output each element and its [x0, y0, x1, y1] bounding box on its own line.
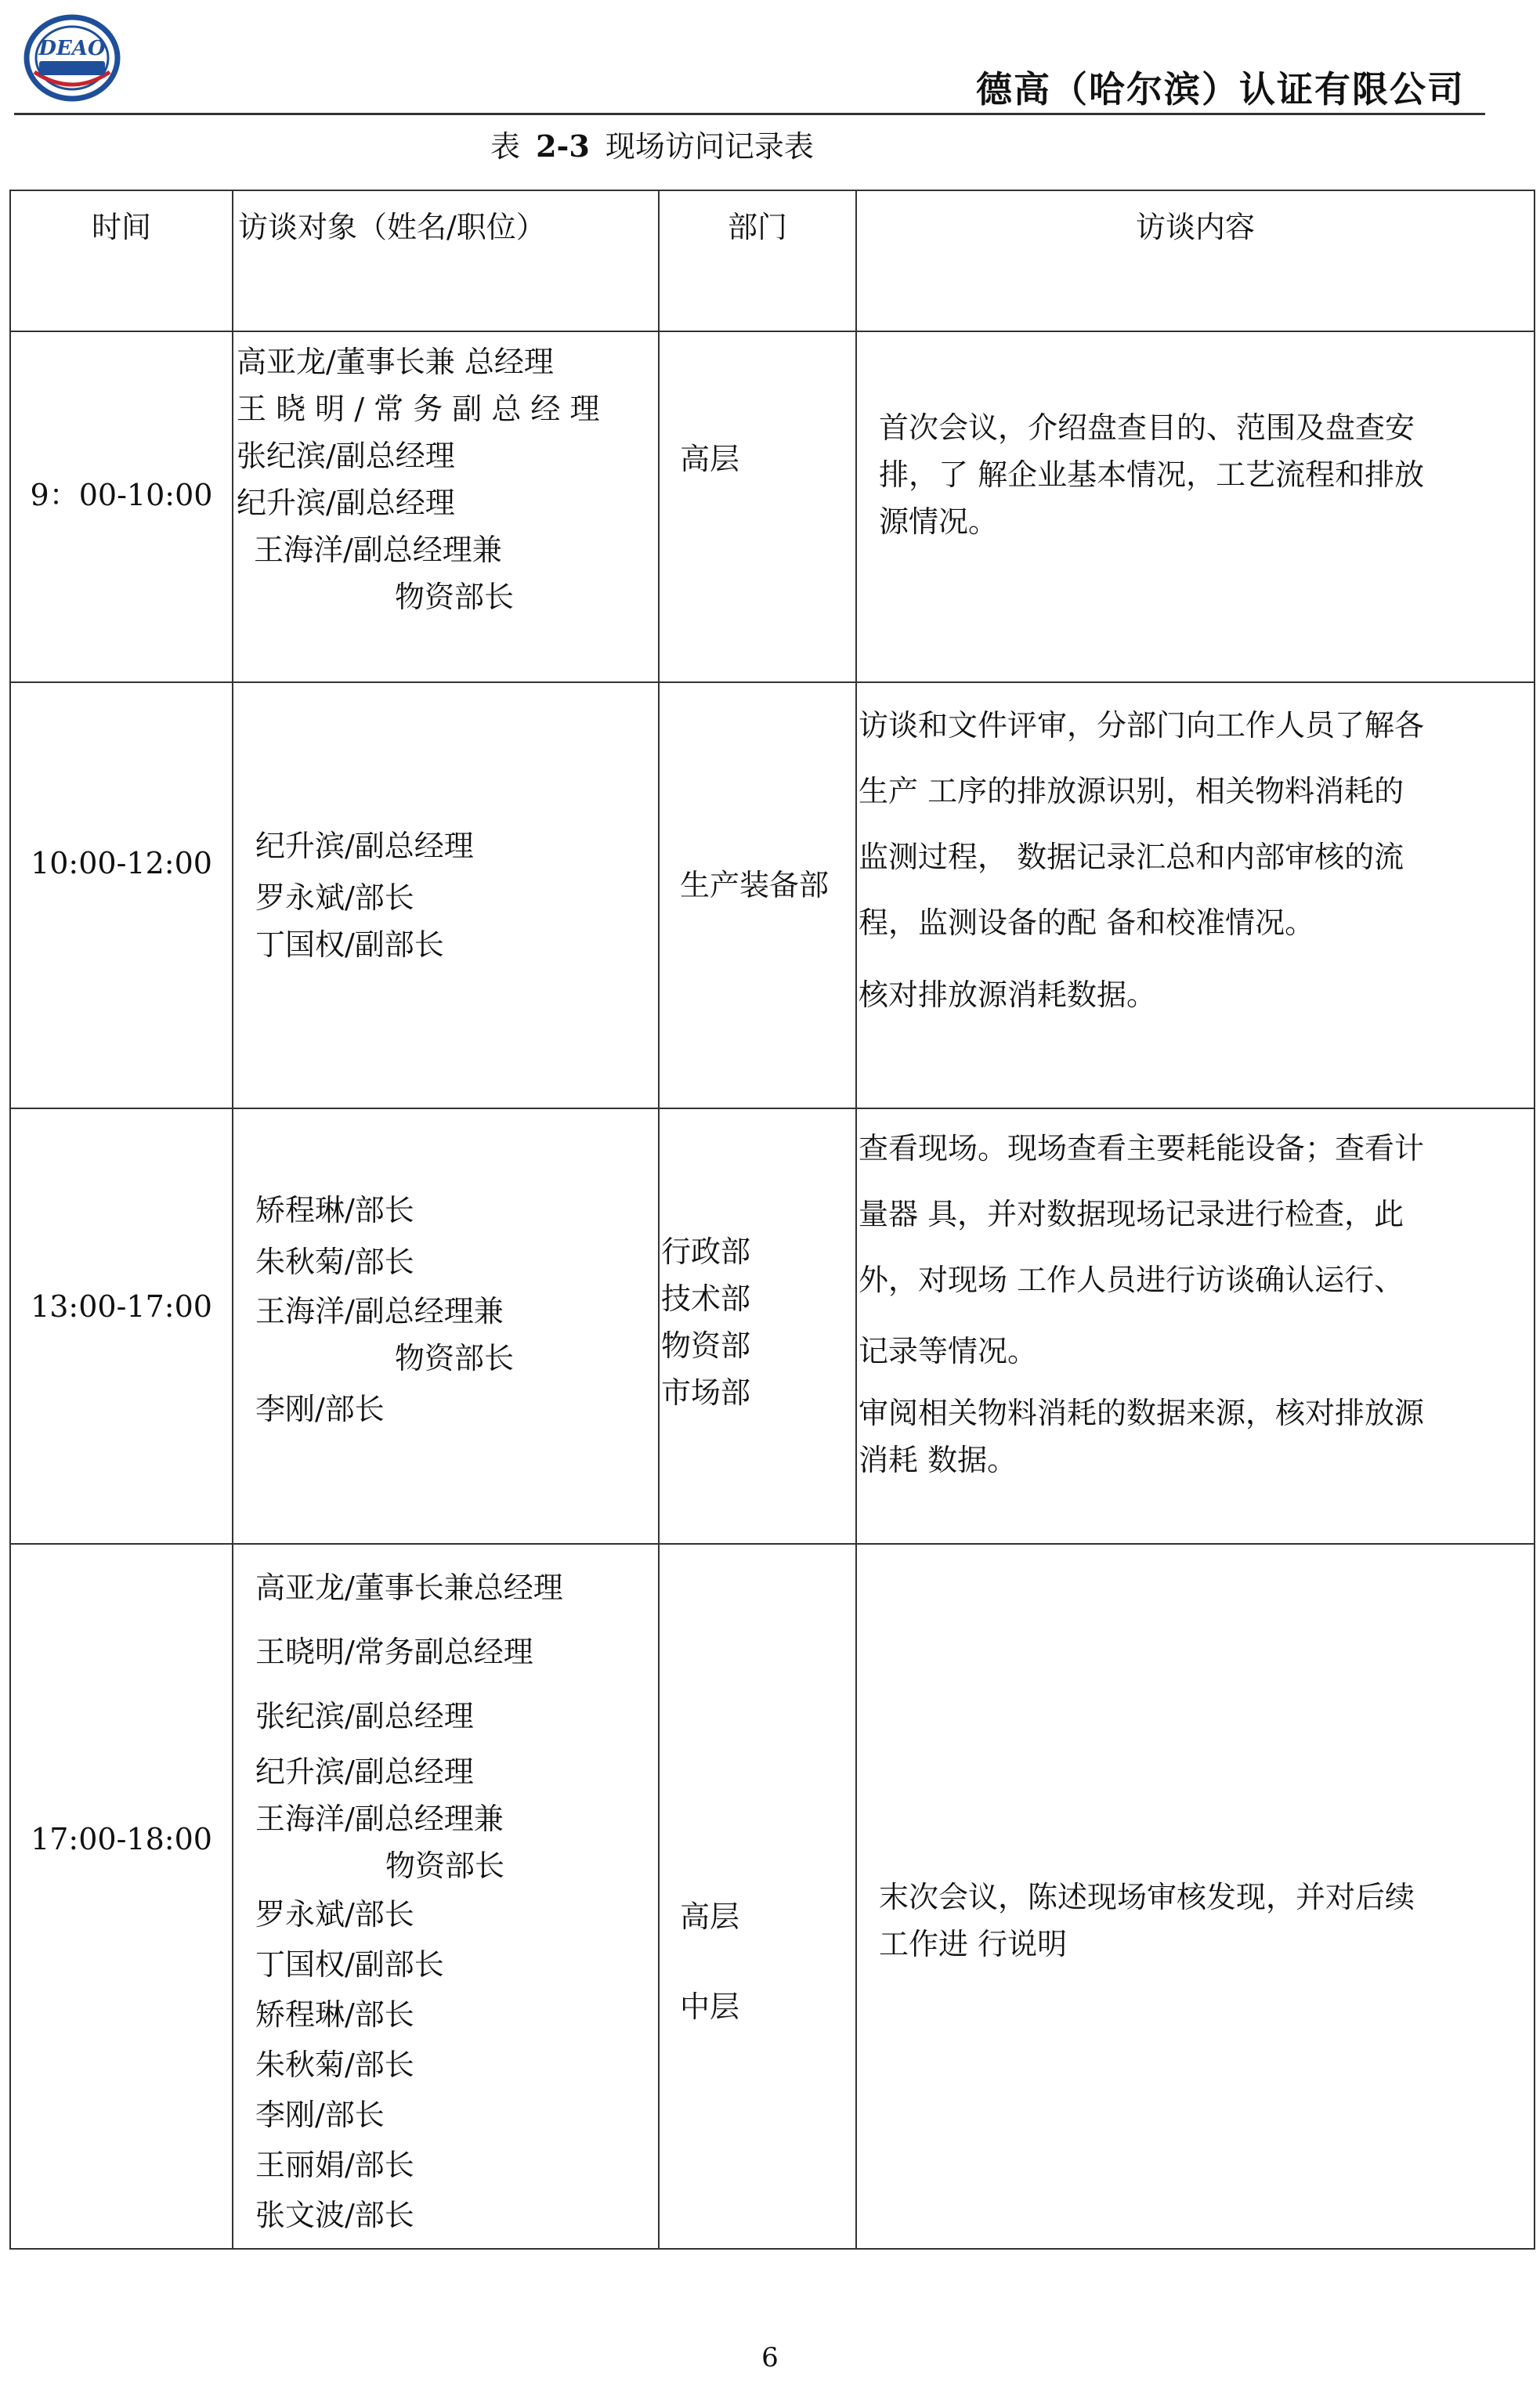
- header-dept: 部门: [659, 190, 856, 331]
- person-line: 王丽娟/部长: [255, 2148, 414, 2182]
- person-line: 纪升滨/副总经理: [255, 1755, 474, 1789]
- page-number: 6: [761, 2342, 779, 2373]
- table-row: [10, 1108, 1535, 1544]
- person-line: 物资部长: [395, 1341, 515, 1375]
- person-line: 李刚/部长: [255, 1392, 385, 1426]
- dept-cell: [659, 331, 856, 682]
- content-line: 首次会议，介绍盘查目的、范围及盘查安: [879, 410, 1415, 445]
- content-cell: [856, 1544, 1535, 2249]
- content-line: 源情况。: [879, 504, 999, 539]
- content-line: 外，对现场 工作人员进行访谈确认运行、: [859, 1263, 1404, 1297]
- person-line: 罗永斌/部长: [255, 880, 414, 915]
- person-line: 张纪滨/副总经理: [237, 439, 455, 473]
- person-line: 物资部长: [395, 580, 515, 614]
- content-line: 审阅相关物料消耗的数据来源，核对排放源: [859, 1396, 1425, 1430]
- content-line: 消耗 数据。: [859, 1443, 1018, 1477]
- caption-number: 2-3: [536, 128, 590, 164]
- caption-title: 现场访问记录表: [605, 129, 814, 164]
- content-line: 记录等情况。: [859, 1334, 1038, 1368]
- person-line: 王海洋/副总经理兼: [254, 533, 502, 567]
- content-line: 排，了 解企业基本情况，工艺流程和排放: [879, 457, 1425, 492]
- person-line: 丁国权/副部长: [255, 1947, 444, 1982]
- content-line: 监测过程， 数据记录汇总和内部审核的流: [859, 840, 1404, 874]
- table-row: [10, 331, 1535, 682]
- dept-line: 高层: [680, 442, 740, 476]
- table-row: [10, 682, 1535, 1108]
- person-line: 纪升滨/副总经理: [237, 486, 455, 520]
- person-line: 高亚龙/董事长兼总经理: [255, 1570, 563, 1605]
- header-content: 访谈内容: [856, 190, 1535, 331]
- content-line: 末次会议，陈述现场审核发现，并对后续: [879, 1880, 1415, 1914]
- person-cell: [233, 331, 659, 682]
- dept-line: 行政部: [661, 1234, 751, 1269]
- content-line: 生产 工序的排放源识别，相关物料消耗的: [859, 774, 1404, 808]
- person-cell: [233, 682, 659, 1108]
- content-line: 访谈和文件评审，分部门向工作人员了解各: [859, 708, 1425, 743]
- person-line: 张纪滨/副总经理: [255, 1699, 474, 1733]
- table-caption: [490, 122, 814, 165]
- caption-prefix: 表: [490, 129, 521, 164]
- person-line: 朱秋菊/部长: [255, 1245, 414, 1279]
- time-text: 9：00-10:00: [30, 478, 213, 512]
- company-name: 德高（哈尔滨）认证有限公司: [976, 68, 1465, 110]
- dept-line: 市场部: [661, 1375, 751, 1410]
- time-text: 10:00-12:00: [31, 846, 212, 880]
- time-cell: [10, 1108, 233, 1544]
- person-cell: [233, 1544, 659, 2249]
- person-line: 矫程琳/部长: [255, 1193, 414, 1227]
- person-line: 李刚/部长: [255, 2098, 385, 2132]
- company-logo: [22, 11, 122, 103]
- person-line: 丁国权/副部长: [255, 927, 444, 962]
- content-line: 程，监测设备的配 备和校准情况。: [859, 905, 1315, 940]
- person-line: 物资部长: [385, 1849, 505, 1883]
- visit-record-table: [9, 190, 1535, 2250]
- table-row: [10, 1544, 1535, 2249]
- dept-cell: [659, 1544, 856, 2249]
- content-line: 核对排放源消耗数据。: [859, 978, 1157, 1012]
- dept-line: 高层: [680, 1899, 740, 1934]
- person-line: 王海洋/副总经理兼: [255, 1802, 504, 1836]
- person-line: 王 晓 明 / 常 务 副 总 经 理: [237, 392, 600, 426]
- dept-cell: [659, 682, 856, 1108]
- time-text: 13:00-17:00: [31, 1289, 212, 1324]
- header-time: 时间: [10, 190, 233, 331]
- person-cell: [233, 1108, 659, 1544]
- time-cell: [10, 331, 233, 682]
- dept-line: 技术部: [661, 1281, 751, 1316]
- logo-text: DEAO: [38, 37, 106, 60]
- content-cell: [856, 682, 1535, 1108]
- person-line: 纪升滨/副总经理: [255, 829, 474, 863]
- content-line: 工作进 行说明: [879, 1927, 1068, 1961]
- person-line: 罗永斌/部长: [255, 1897, 414, 1932]
- header-divider: [14, 113, 1485, 115]
- person-line: 王海洋/副总经理兼: [255, 1294, 504, 1328]
- person-line: 朱秋菊/部长: [255, 2048, 414, 2082]
- person-line: 张文波/部长: [255, 2198, 414, 2232]
- person-line: 高亚龙/董事长兼 总经理: [237, 345, 554, 379]
- time-cell: [10, 1544, 233, 2249]
- content-line: 量器 具，并对数据现场记录进行检查，此: [859, 1197, 1404, 1231]
- table-header-row: [10, 190, 1535, 331]
- dept-line: 中层: [680, 1990, 740, 2024]
- content-line: 查看现场。现场查看主要耗能设备；查看计: [859, 1131, 1425, 1166]
- dept-cell: [659, 1108, 856, 1544]
- time-text: 17:00-18:00: [31, 1822, 212, 1856]
- content-cell: [856, 1108, 1535, 1544]
- content-cell: [856, 331, 1535, 682]
- time-cell: [10, 682, 233, 1108]
- header-person: 访谈对象（姓名/职位）: [233, 190, 659, 331]
- dept-line: 物资部: [661, 1328, 751, 1363]
- dept-line: 生产装备部: [680, 868, 830, 902]
- person-line: 王晓明/常务副总经理: [255, 1635, 533, 1669]
- person-line: 矫程琳/部长: [255, 1997, 414, 2032]
